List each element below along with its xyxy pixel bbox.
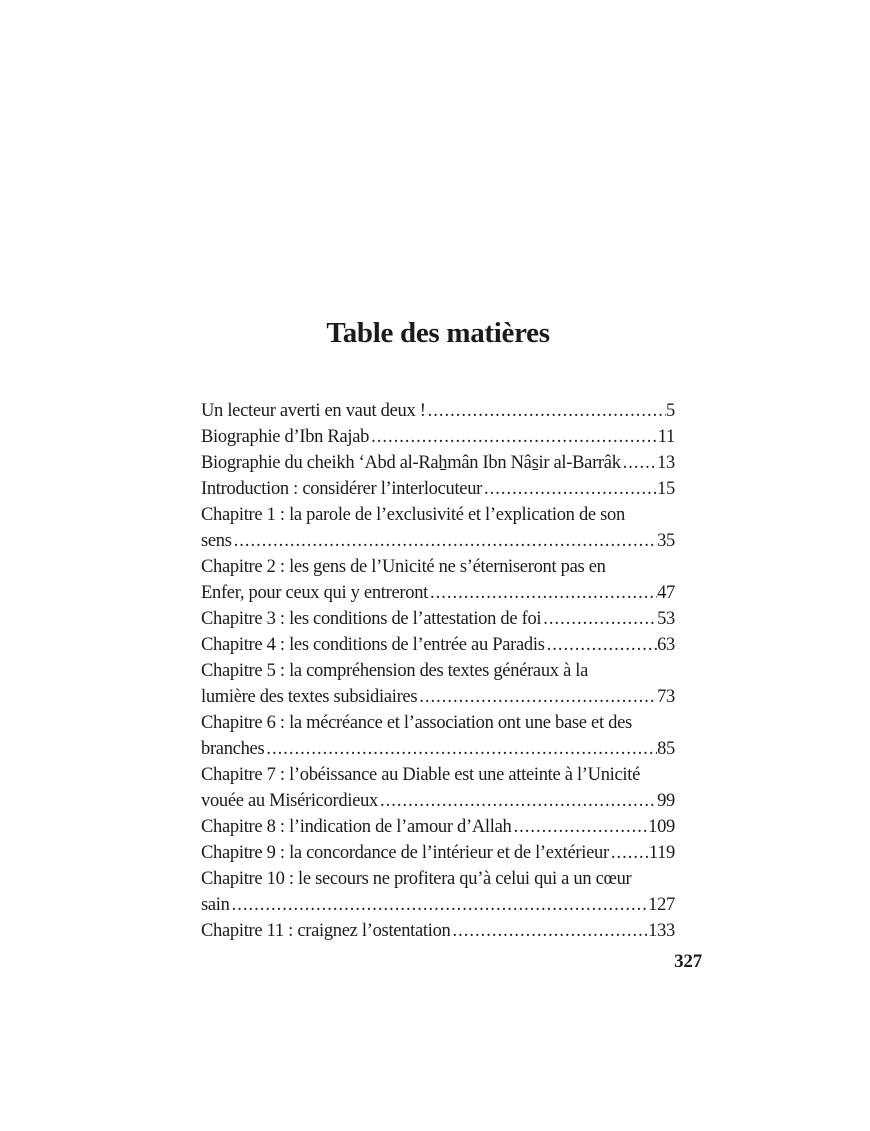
toc-entry-text: Chapitre 11 : craignez l’ostentation [201,921,451,941]
table-of-contents [201,398,675,944]
leader-dots [609,840,649,866]
toc-entry-text: Introduction : considérer l’interlocuteur [201,479,483,499]
toc-entry [201,398,675,424]
toc-entry-text: sens [201,531,232,551]
leader-dots [450,918,648,944]
toc-entry-text: Chapitre 1 : la parole de l’exclusivité et l’explication de son [201,505,625,525]
toc-entry-text: Biographie du cheikh ‘Abd al-Raẖmân Ibn Nâs̱ir al-Barrâk [201,453,621,473]
leader-dots [541,606,657,632]
toc-entry-page: 109 [648,817,675,837]
toc-entry-text: Biographie d’Ibn Rajab [201,427,370,447]
toc-entry [201,710,675,762]
toc-entry-text: Chapitre 3 : les conditions de l’attestation de foi [201,609,542,629]
toc-entry [201,606,675,632]
leader-dots [428,580,657,606]
leader-dots [417,684,657,710]
toc-entry-page: 53 [657,609,675,629]
toc-entry-text: sain [201,895,230,915]
toc-entry-page: 35 [657,531,675,551]
toc-entry-text: Chapitre 6 : la mécréance et l’association ont une base et des [201,713,632,733]
toc-entry-page: 13 [657,453,675,473]
toc-entry [201,658,675,710]
toc-entry [201,632,675,658]
leader-dots [232,528,657,554]
toc-entry [201,840,675,866]
toc-entry-page: 11 [657,427,675,447]
leader-dots [511,814,648,840]
toc-entry [201,450,675,476]
leader-dots [482,476,657,502]
toc-entry [201,476,675,502]
toc-entry-text: branches [201,739,265,759]
toc-entry-text: Enfer, pour ceux qui y entreront [201,583,428,603]
toc-entry [201,424,675,450]
toc-entry-page: 47 [657,583,675,603]
toc-entry-page: 127 [648,895,675,915]
toc-entry-text: Chapitre 10 : le secours ne profitera qu’à celui qui a un cœur [201,869,632,889]
toc-entry-text: Chapitre 5 : la compréhension des textes généraux à la [201,661,589,681]
toc-entry [201,554,675,606]
toc-entry-page: 5 [666,401,675,421]
toc-entry [201,762,675,814]
toc-entry [201,866,675,918]
leader-dots [264,736,657,762]
leader-dots [378,788,657,814]
toc-entry-text: Chapitre 7 : l’obéissance au Diable est une atteinte à l’Unicité [201,765,641,785]
toc-entry-text: Chapitre 2 : les gens de l’Unicité ne s’éterniseront pas en [201,557,606,577]
leader-dots [230,892,649,918]
leader-dots [545,632,658,658]
toc-entry-page: 15 [657,479,675,499]
leader-dots [426,398,666,424]
toc-entry-page: 63 [657,635,675,655]
toc-entry-text: Un lecteur averti en vaut deux ! [201,401,426,421]
toc-entry [201,814,675,840]
toc-entry-page: 99 [657,791,675,811]
toc-entry-text: Chapitre 8 : l’indication de l’amour d’Allah [201,817,512,837]
folio-page-number: 327 [674,951,702,972]
toc-entry-page: 119 [648,843,675,863]
toc-entry-text: vouée au Miséricordieux [201,791,379,811]
toc-entry-page: 85 [657,739,675,759]
leader-dots [621,450,657,476]
page-title: Table des matières [326,317,550,349]
toc-entry-text: Chapitre 9 : la concordance de l’intérieur et de l’extérieur [201,843,609,863]
toc-entry [201,918,675,944]
leader-dots [369,424,658,450]
toc-entry-text: Chapitre 4 : les conditions de l’entrée au Paradis [201,635,545,655]
toc-entry-page: 73 [657,687,675,707]
toc-entry [201,502,675,554]
toc-entry-text: lumière des textes subsidiaires [201,687,418,707]
toc-entry-page: 133 [648,921,675,941]
